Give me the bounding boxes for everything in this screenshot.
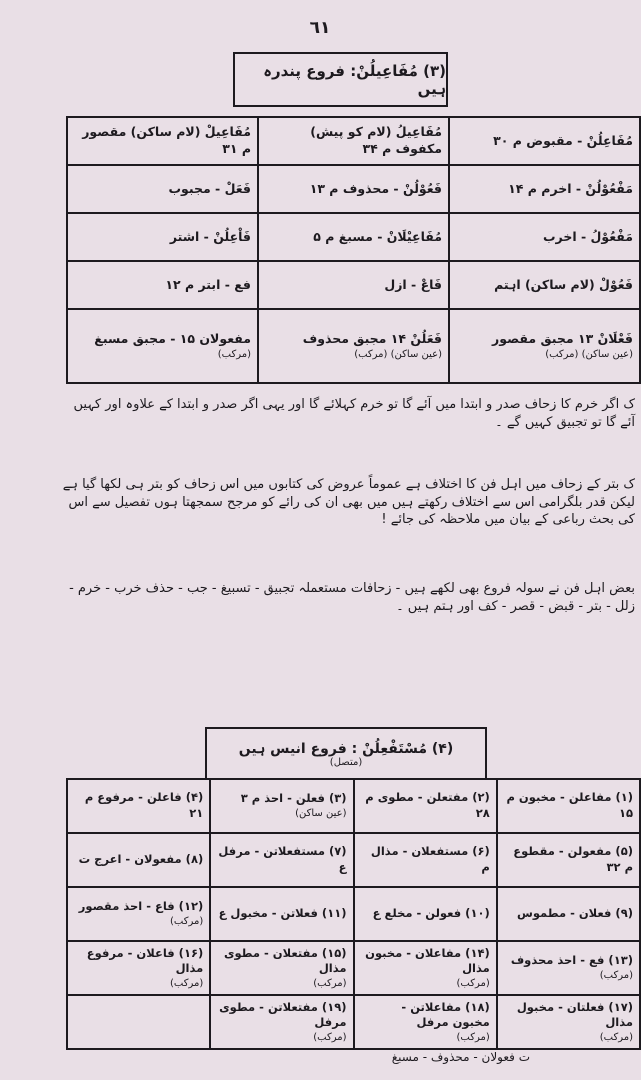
cell-sub: (مرکب): [217, 348, 251, 360]
table-cell: [449, 309, 640, 383]
table-cell: [497, 941, 640, 995]
paragraph-3: بعض اہل فن نے سولہ فروع بھی لکھے ہیں - زحافات مستعملہ تجبیق - تسبیغ - جب - حذف خرب - خرم - زلل - بتر - قبض - قصر - کف اور ہتم ہیں ۔: [69, 581, 635, 614]
section2-subtitle: (متصل): [329, 756, 363, 768]
table-cell: (۹) فعلان - مطموس: [497, 887, 640, 941]
cell-main: مفعولان ۱۵ - مجبق مسبغ: [94, 330, 251, 346]
table-cell: (۱۰) فعولن - مخلع ع: [354, 887, 497, 941]
section2-table: [66, 778, 641, 1050]
table-cell: [354, 995, 497, 1049]
cell-sub: (مرکب): [313, 977, 347, 989]
table-row: [67, 779, 640, 833]
cell-main: (۱۴) مفاعلان - مخبون مذال: [365, 945, 490, 976]
cell-main: (۱۵) مفتعلان - مطوی مذال: [223, 945, 347, 976]
paragraph-2: ک بتر کے زحاف میں اہل فن کا اختلاف ہے عموماً عروض کی کتابوں میں اس زحاف کو بتر ہی لکھا گیا ہے لیکن قدر بلگرامی اس سے اختلاف رکھتے ہیں میں بھی ان کی رائے کو مرجح سمجھتا ہوں تفصیل سے اس کی بحث رباعی کے بیان میں ملاحظہ کی جائے !: [62, 477, 635, 528]
cell-main: (۱۶) فاعلان - مرفوع مذال: [86, 945, 204, 976]
table-cell: (۸) مفعولان - اعرج ت: [67, 833, 210, 887]
cell-sub: (عین ساکن): [295, 808, 347, 819]
table-row: [67, 995, 640, 1049]
cell-sub: (مرکب): [456, 977, 490, 989]
table-cell: مُفَاعِیْلَانْ - مسبغ م ۵: [258, 213, 449, 261]
table-row: [67, 833, 640, 887]
table-row: [67, 309, 640, 383]
page-number: ٦١: [309, 18, 331, 38]
footnote: ت فعولان - محذوف - مسبغ: [391, 1050, 530, 1064]
cell-main: فَعَلُنْ ۱۴ مجبق محذوف: [302, 330, 442, 346]
cell-sub: (عین ساکن) (مرکب): [545, 348, 633, 360]
table-cell: مُفَاعِیلُ (لام کو پیش) مکفوف م ۳۴: [258, 117, 449, 165]
table-cell: [67, 887, 210, 941]
cell-sub: (مرکب): [456, 1031, 490, 1043]
table-cell: فَاْعِلُنْ - اشتر: [67, 213, 258, 261]
cell-main: (۱۹) مفتعلاتن - مطوی مرفل: [219, 999, 347, 1030]
table-row: [67, 213, 640, 261]
table-cell: (۵) مفعولن - مقطوع م ۳۲: [497, 833, 640, 887]
table-row: [67, 165, 640, 213]
cell-main: (۱۷) فعلتان - مخبول مذال: [516, 999, 633, 1030]
table-cell: [210, 779, 353, 833]
table-cell: فَعَلْ - مجبوب: [67, 165, 258, 213]
table-cell: [210, 995, 353, 1049]
table-cell: (۷) مستفعلاتن - مرفل ع: [210, 833, 353, 887]
section2-title: (۴) مُسْتَفْعِلُنْ : فروع انیس ہیں: [238, 740, 454, 757]
table-cell: [67, 309, 258, 383]
table-cell: [497, 995, 640, 1049]
table-cell: (۴) فاعلن - مرفوع م ۲۱: [67, 779, 210, 833]
table-cell: [67, 941, 210, 995]
table-cell: مُفَاعِلُنْ - مقبوض م ۳۰: [449, 117, 640, 165]
table-cell: [354, 941, 497, 995]
cell-main: (۱۲) فاع - احذ مقصور: [78, 899, 204, 914]
cell-sub: (مرکب): [313, 1031, 347, 1043]
cell-sub: (مرکب): [169, 977, 204, 989]
table-row: [67, 941, 640, 995]
cell-main: (۱۳) فع - احذ محذوف: [510, 953, 633, 968]
table-cell: (۲) مفتعلن - مطوی م ۲۸: [354, 779, 497, 833]
cell-main: (۳) فعلن - احذ م ۳: [240, 791, 347, 806]
table-cell: فَاعْ - ازل: [258, 261, 449, 309]
table-cell: فَعُوْلْ (لام ساکن) اہتم: [449, 261, 640, 309]
table-cell: مَفْعُوْلُ - اخرب: [449, 213, 640, 261]
cell-sub: (مرکب): [169, 916, 204, 927]
table-cell: [258, 309, 449, 383]
table-cell: مُفَاعِیلْ (لام ساکن) مقصور م ۳۱: [67, 117, 258, 165]
cell-sub: (مرکب): [599, 1031, 633, 1043]
cell-sub: (عین ساکن) (مرکب): [354, 348, 442, 360]
section1-table: [66, 116, 641, 384]
cell-main: (۱۸) مفاعلاتن - مخبون مرفل: [401, 999, 490, 1030]
table-row: [67, 887, 640, 941]
table-cell: مَفْعُوْلُنْ - اخرم م ۱۴: [449, 165, 640, 213]
table-cell: فع - ابتر م ۱۲: [67, 261, 258, 309]
table-cell: فَعُوْلُنْ - محذوف م ۱۳: [258, 165, 449, 213]
table-cell: [67, 995, 210, 1049]
paragraph-1: ک اگر خرم کا زحاف صدر و ابتدا میں آئے گا تو خرم کہلائے گا اور یہی اگر صدر و ابتدا کے علاوہ اور کہیں آئے گا تو تجبیق کہیں گے ۔: [73, 397, 635, 430]
table-cell: (۱) مفاعلن - مخبون م ۱۵: [497, 779, 640, 833]
table-row: [67, 117, 640, 165]
table-cell: (۶) مستفعلان - مذال م: [354, 833, 497, 887]
table-row: [67, 261, 640, 309]
table-cell: (۱۱) فعلاتن - مخبول ع: [210, 887, 353, 941]
section2-title-box: [205, 727, 487, 779]
cell-main: فَعْلَانْ ۱۳ مجبق مقصور: [492, 330, 633, 346]
table-cell: [210, 941, 353, 995]
section1-title: (۳) مُفَاعِیلُنْ: فروع پندرہ ہیں: [233, 52, 448, 107]
cell-sub: (مرکب): [599, 970, 633, 981]
